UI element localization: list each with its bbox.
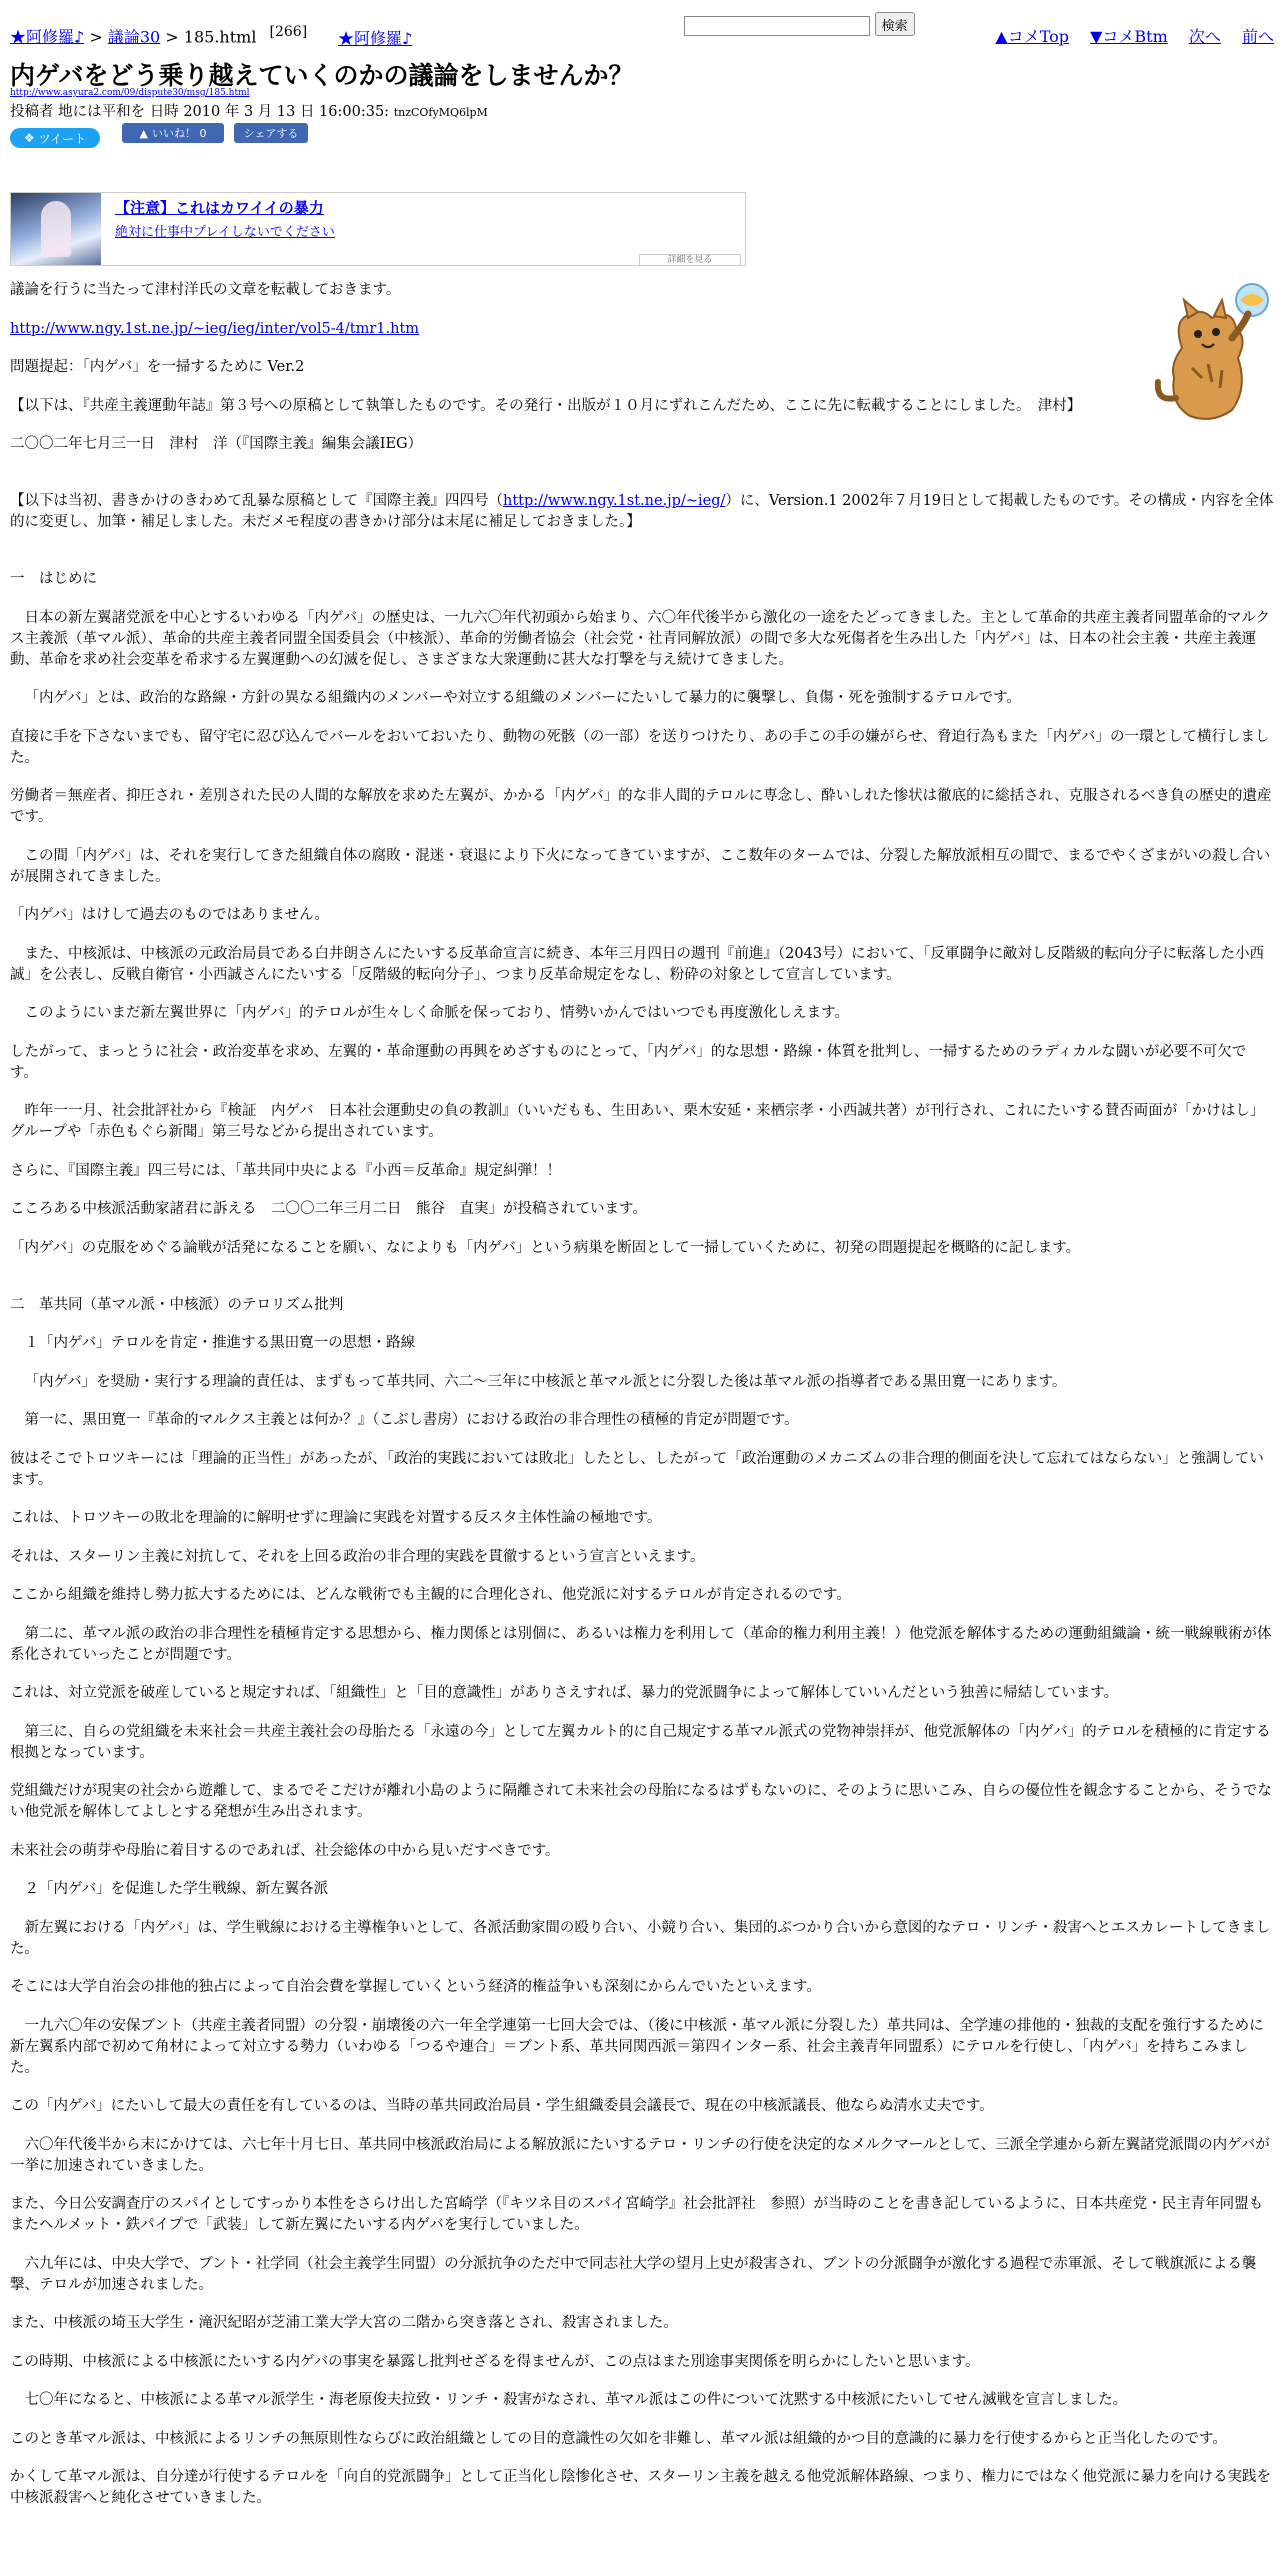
breadcrumb-separator: > [89, 27, 103, 47]
ad-title-link[interactable]: 【注意】これはカワイイの暴力 [115, 199, 324, 217]
breadcrumb-separator: > [165, 27, 179, 47]
paragraph: ここから組織を維持し勢力拡大するためには、どんな戦術でも主観的に合理化され、他党派に対するテロルが肯定されるのです。 [10, 1587, 851, 1603]
article-body [10, 280, 1274, 2527]
paragraph: かくして革マル派は、自分達が行使するテロルを「向自的党派闘争」として正当化し陰惨化させ、スターリン主義を越える他党派解体路線、つまり、権力にではなく他党派に暴力を向ける実践を中核派殺害へと純化させていきました。 [10, 2469, 1272, 2506]
next-link[interactable]: 次へ [1188, 27, 1221, 46]
breadcrumb-file: 185.html [183, 27, 257, 47]
paragraph: 「内ゲバ」とは、政治的な路線・方針の異なる組織内のメンバーや対立する組織のメンバーにたいして暴力的に襲撃し、負傷・死を強制するテロルです。 [24, 690, 1021, 706]
comment-navigation [979, 24, 1274, 47]
breadcrumb-home-link[interactable]: ★阿修羅♪ [10, 27, 85, 47]
paragraph: 労働者＝無産者、抑圧され・差別された民の人間的な解放を求めた左翼が、かかる「内ゲバ」的な非人間的テロルに専念し、酔いしれた惨状は徹底的に総括され、克服されるべき負の歴史的遺産です。 [10, 788, 1272, 825]
breadcrumb-board-link[interactable]: 議論30 [107, 27, 161, 47]
source-url-link[interactable]: http://www.asyura2.com/09/dispute30/msg/185.html [10, 88, 250, 98]
paragraph: 議論を行うに当たって津村洋氏の文章を転載しておきます。 [10, 282, 401, 298]
ad-sub-link[interactable]: 絶対に仕事中プレイしないでください [115, 225, 335, 240]
paragraph: 彼はそこでトロツキーには「理論的正当性」があったが、「政治的実践においては敗北」したとし、したがって「政治運動のメカニズムの非合理的側面を決して忘れてはならない」と強調しています。 [10, 1450, 1264, 1488]
paragraph: 七〇年になると、中核派による革マル派学生・海老原俊夫拉致・リンチ・殺害がなされ、革マル派はこの件について沈黙する中核派にたいしてせん滅戦を宣言しました。 [24, 2392, 1128, 2408]
subsection-heading: １「内ゲバ」テロルを肯定・推進する黒田寛一の思想・路線 [24, 1335, 416, 1351]
page-title: 内ゲバをどう乗り越えていくのかの議論をしませんか？ [10, 61, 634, 90]
subsection-heading: ２「内ゲバ」を促進した学生戦線、新左翼各派 [24, 1881, 329, 1897]
paragraph: 問題提起：「内ゲバ」を一掃するために Ver.2 [10, 359, 305, 375]
poster-id: tnzCOfyMQ6lpM [393, 106, 488, 119]
comment-count: [266] [269, 24, 308, 40]
top-navigation [10, 12, 1274, 52]
paragraph: 新左翼における「内ゲバ」は、学生戦線における主導権争いとして、各派活動家間の殴り合い、小競り合い、集団的ぶつかり合いから意図的なテロ・リンチ・殺害へとエスカレートしてきました。 [10, 1919, 1271, 1957]
paragraph: 日本の新左翼諸党派を中心とするいわゆる「内ゲバ」の歴史は、一九六〇年代初頭から始まり、六〇年代後半から激化の一途をたどってきました。主として革命的共産主義者同盟革命的マルクス主義派（革マル派）、革命的共産主義者同盟全国委員会（中核派）、革命的労働者協会（社会党・社青同解放派）の間で多大な死傷者を生み出した「内ゲバ」は、日本の社会主義・共産主義運動、革命を求め社会変革を希求する左翼運動への幻滅を促し、さまざまな大衆運動に甚大な打撃を与え続けてきました。 [10, 609, 1271, 668]
post-info [10, 100, 488, 121]
paragraph: この時期、中核派による中核派にたいする内ゲバの事実を暴露し批判せざるを得ませんが、この点はまた別途事実関係を明らかにしたいと思います。 [10, 2353, 980, 2370]
like-button[interactable] [122, 123, 224, 143]
paragraph: 党組織だけが現実の社会から遊離して、まるでそこだけが離れ小島のように隔離されて未来社会の母胎になるはずもないのに、そのように思いこみ、自らの優位性を観念することから、そうでない他党派を解体してよしとする発想が生み出されます。 [10, 1783, 1272, 1820]
share-button[interactable]: シェアする [234, 123, 308, 143]
comment-bottom-link[interactable]: ▼コメBtm [1090, 27, 1168, 46]
paragraph: 未来社会の萌芽や母胎に着目するのであれば、社会総体の中から見いだすべきです。 [10, 1842, 560, 1859]
paragraph: また、中核派は、中核派の元政治局員である白井朗さんにたいする反革命宣言に続き、本年三月四日の週刊『前進』（2043号）において、「反軍闘争に敵対し反階級的転向分子に転落した小西誠」を公表し、反戦自衛官・小西誠さんにたいする「反階級的転向分子」、つまり反革命規定をなし、粉砕の対象として宣言しています。 [10, 945, 1265, 983]
paragraph: そこには大学自治会の排他的独占によって自治会費を掌握していくという経済的権益争いも深刻にからんでいたといえます。 [10, 1979, 821, 1995]
paragraph: これは、トロツキーの敗北を理論的に解明せずに理論に実践を対置する反スタ主体性論の極地です。 [10, 1510, 662, 1526]
search-form [684, 12, 915, 36]
paragraph: したがって、まっとうに社会・政治変革を求め、左翼的・革命運動の再興をめざすものにとって、「内ゲバ」的な思想・路線・体質を批判し、一掃するためのラディカルな闘いが必要不可欠です。 [10, 1043, 1247, 1081]
paragraph: この「内ゲバ」にたいして最大の責任を有しているのは、当時の革共同政治局員・学生組織委員会議長で、現在の中核派議長、他ならぬ清水丈夫です。 [10, 2098, 994, 2114]
paragraph: 第三に、自らの党組織を未来社会＝共産主義社会の母胎たる「永遠の今」として左翼カルト的に自己規定する革マル派式の党物神崇拝が、他党派解体の「内ゲバ」的テロルを積極的に肯定する根拠となっています。 [10, 1723, 1271, 1761]
paragraph: 六九年には、中央大学で、ブント・社学同（社会主義学生同盟）の分派抗争のただ中で同志社大学の望月上史が殺害され、ブントの分派闘争が激化する過程で赤軍派、そして戦旗派による襲撃、テロルが加速されました。 [10, 2255, 1257, 2293]
thumbs-up-icon: ▲ [139, 126, 148, 140]
paragraph: 直接に手を下さないまでも、留守宅に忍び込んでバールをおいておいたり、動物の死骸（の一部）を送りつけたり、あの手この手の嫌がらせ、脅迫行為もまた「内ゲバ」の一環として横行しました。 [10, 728, 1270, 766]
paragraph: これは、対立党派を破産していると規定すれば、「組織性」と「目的意識性」がありさえすれば、暴力的党派闘争によって解体していいんだという独善に帰結しています。 [10, 1685, 1119, 1701]
ad-more-button[interactable]: 詳細を見る [639, 254, 741, 265]
post-meta: 投稿者 地には平和を 日時 2010 年 3 月 13 日 16:00:35: [10, 104, 390, 120]
paragraph: この間「内ゲバ」は、それを実行してきた組織自体の腐敗・混迷・衰退により下火になってきていますが、ここ数年のタームでは、分裂した解放派相互の間で、まるでやくざまがいの殺し合いが展開されてきました。 [10, 847, 1271, 885]
paragraph: 第二に、革マル派の政治の非合理性を積極肯定する思想から、権力関係とは別個に、あるいは権力を利用して（革命的権力利用主義！）他党派を解体するための運動組織論・統一戦線戦術が体系化されていったことが問題です。 [10, 1625, 1272, 1663]
paragraph: また、中核派の埼玉大学生・滝沢紀昭が芝浦工業大学大宮の二階から突き落とされ、殺害されました。 [10, 2315, 678, 2331]
paragraph: さらに、『国際主義』四三号には、「革共同中央による『小西＝反革命』規定糾弾！！ [10, 1162, 561, 1179]
paragraph: 「内ゲバ」を奨励・実行する理論的責任は、まずもって革共同、六二～三年に中核派と革マル派とに分裂した後は革マル派の指導者である黒田寛一にあります。 [24, 1373, 1067, 1390]
prev-link[interactable]: 前へ [1241, 27, 1274, 46]
paragraph: こころある中核派活動家諸君に訴える 二〇〇二年三月二日 熊谷 直実」が投稿されています。 [10, 1201, 647, 1217]
paragraph: 「内ゲバ」の克服をめぐる論戦が活発になることを願い、なによりも「内ゲバ」という病巣を断固として一掃していくために、初発の問題提起を概略的に記します。 [10, 1239, 1081, 1256]
paragraph: 【以下は、『共産主義運動年誌』第３号への原稿として執筆したものです。その発行・出版が１０月にずれこんだため、ここに先に転載することにしました。 津村】 [10, 397, 1082, 414]
section-heading: 一 はじめに [10, 571, 97, 587]
like-label: いいね！ 0 [151, 127, 207, 140]
reference-link[interactable]: http://www.ngy.1st.ne.jp/~ieg/ieg/inter/vol5-4/tmr1.htm [10, 320, 420, 337]
comment-top-link[interactable]: ▲コメTop [995, 27, 1070, 46]
search-button[interactable]: 検索 [875, 12, 915, 36]
section-heading: 二 革共同（革マル派・中核派）のテロリズム批判 [10, 1296, 344, 1313]
paragraph: 一九六〇年の安保ブント（共産主義者同盟）の分裂・崩壊後の六一年全学連第一七回大会では、（後に中核派・革マル派に分裂した）革共同は、全学連の排他的・独裁的支配を強行するために新左翼系内部で初めて角材によって対立する勢力（いわゆる「つるや連合」＝ブント系、革共同関西派＝第四インター系、社会主義青年同盟系）にテロルを行使し、「内ゲバ」を持ちこみました。 [10, 2017, 1264, 2076]
paragraph: 二〇〇二年七月三一日 津村 洋（『国際主義』編集会議IEG） [10, 436, 423, 452]
bird-icon: ❖ [23, 131, 35, 145]
breadcrumb [10, 24, 307, 47]
tweet-label: ツイート [38, 131, 87, 146]
paragraph: 「内ゲバ」はけして過去のものではありません。 [10, 907, 329, 923]
paragraph: 昨年一一月、社会批評社から『検証 内ゲバ 日本社会運動史の負の教訓』（いいだもも、生田あい、栗木安延・来栖宗孝・小西誠共著）が刊行され、これにたいする賛否両面が「かけはし」グループや「赤色もぐら新聞」第三号などから提出されています。 [10, 1103, 1265, 1140]
reference-link-ieg[interactable]: http://www.ngy.1st.ne.jp/~ieg/ [503, 493, 726, 509]
paragraph: このとき革マル派は、中核派によるリンチの無原則性ならびに政治組織としての目的意識性の欠如を非難し、革マル派は組織的かつ目的意識的に暴力を行使するからと正当化したのです。 [10, 2430, 1227, 2447]
paragraph: また、今日公安調査庁のスパイとしてすっかり本性をさらけ出した宮崎学（『キツネ目のスパイ宮崎学』社会批評社 参照）が当時のことを書き記しているように、日本共産党・民主青年同盟もまたヘルメット・鉄パイプで「武装」して新左翼にたいする内ゲバを実行していました。 [10, 2196, 1264, 2233]
tweet-button[interactable] [10, 128, 100, 148]
paragraph: 六〇年代後半から末にかけては、六七年十月七日、革共同中核派政治局による解放派にたいするテロ・リンチの行使を決定的なメルクマールとして、三派全学連から新左翼諸党派間の内ゲバが一挙に加速されていきました。 [10, 2136, 1270, 2174]
paragraph: それは、スターリン主義に対抗して、それを上回る政治の非合理的実践を貫徹するという宣言といえます。 [10, 1548, 705, 1565]
paragraph: このようにいまだ新左翼世界に「内ゲバ」的テロルが生々しく命脈を保っており、情勢いかんではいつでも再度激化しえます。 [24, 1005, 849, 1021]
paragraph: 【以下は当初、書きかけのきわめて乱暴な原稿として『国際主義』四四号（http://www.ngy.1st.ne.jp/~ieg/）に、Version.1 2002年７月19日として掲載したものです。その構成・内容を全体的に変更し、加筆・補足しました。未だメモ程度の書きかけ部分は末尾に補足しておきました。】 [10, 493, 1274, 530]
ad-thumbnail [11, 193, 101, 265]
home-link[interactable]: ★阿修羅♪ [338, 29, 413, 48]
search-input[interactable] [684, 16, 870, 36]
ad-banner[interactable] [10, 192, 746, 266]
paragraph: 第一に、黒田寛一『革命的マルクス主義とは何か？』（こぶし書房）における政治の非合理性の積極的肯定が問題です。 [24, 1412, 799, 1428]
